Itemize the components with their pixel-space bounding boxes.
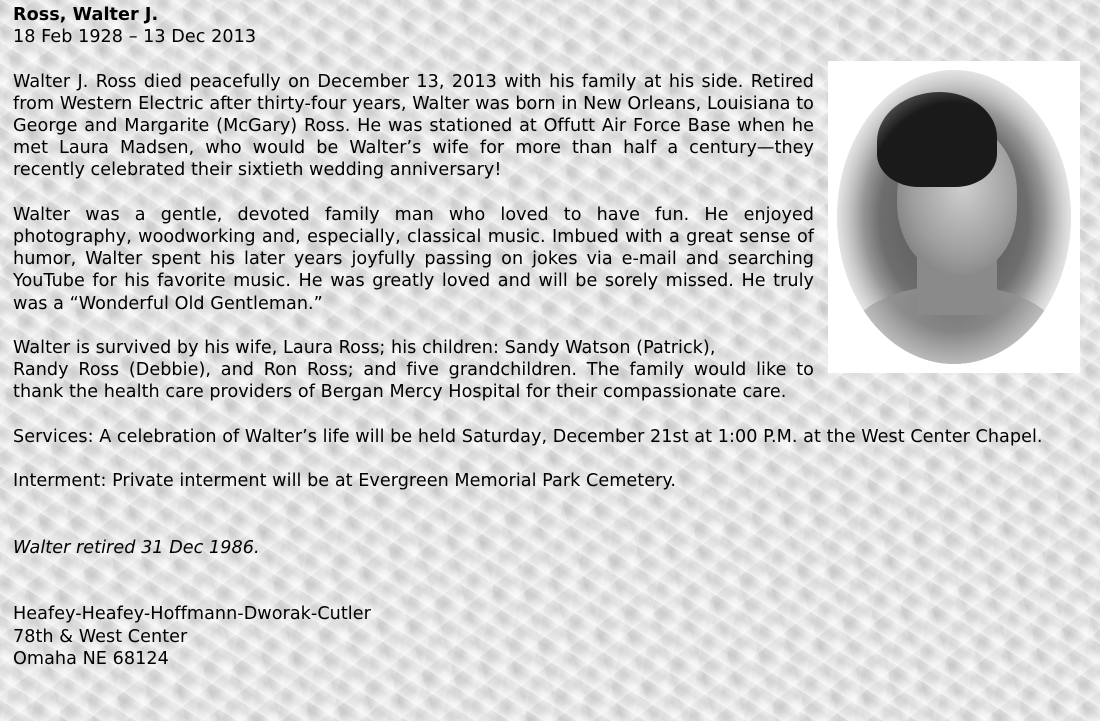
paragraph-life-summary: Walter J. Ross died peacefully on December 13, 2013 with his family at his side. Retired from Western Electric after thirty-four years, Walter was born in New Orleans, Louisiana to George and Margarite (McGary) Ross. He was stationed at Offutt Air Force Base when he met Laura Madsen, who would be Walter’s wife for more than half a century—they recently celebrated their sixtieth wedding anniversary! (13, 71, 814, 181)
portrait-frame (828, 61, 1080, 373)
paragraph-survivors: Randy Ross (Debbie), and Ron Ross; and five grandchildren. The family would like to thank the health care providers of Bergan Mercy Hospital for their compassionate care. (13, 360, 814, 403)
life-dates: 18 Feb 1928 – 13 Dec 2013 (13, 27, 257, 48)
paragraph-survivors-line1: Walter is survived by his wife, Laura Ross; his children: Sandy Watson (Patrick), (13, 338, 716, 358)
funeral-home-address-line2: Omaha NE 68124 (13, 648, 169, 669)
retirement-note: Walter retired 31 Dec 1986. (13, 537, 260, 558)
deceased-name: Ross, Walter J. (13, 5, 159, 25)
paragraph-personality: Walter was a gentle, devoted family man who loved to have fun. He enjoyed photography, woodworking and, especially, classical music. Imbued with a great sense of humor, Walter spent his later years joyfully passing on jokes via e-mail and searching YouTube for his favorite music. He was greatly loved and will be sorely missed. He truly was a “Wonderful Old Gentleman.” (13, 204, 814, 314)
funeral-home-name: Heafey-Heafey-Hoffmann-Dworak-Cutler (13, 604, 371, 625)
obituary-page (13, 4, 1081, 670)
paragraph-interment: Interment: Private interment will be at Evergreen Memorial Park Cemetery. (13, 471, 677, 492)
paragraph-services: Services: A celebration of Walter’s life will be held Saturday, December 21st at 1:00 P.M. at the West Center Chapel. (13, 426, 1043, 447)
portrait-photo-icon (837, 70, 1071, 364)
funeral-home-address-line1: 78th & West Center (13, 626, 188, 647)
